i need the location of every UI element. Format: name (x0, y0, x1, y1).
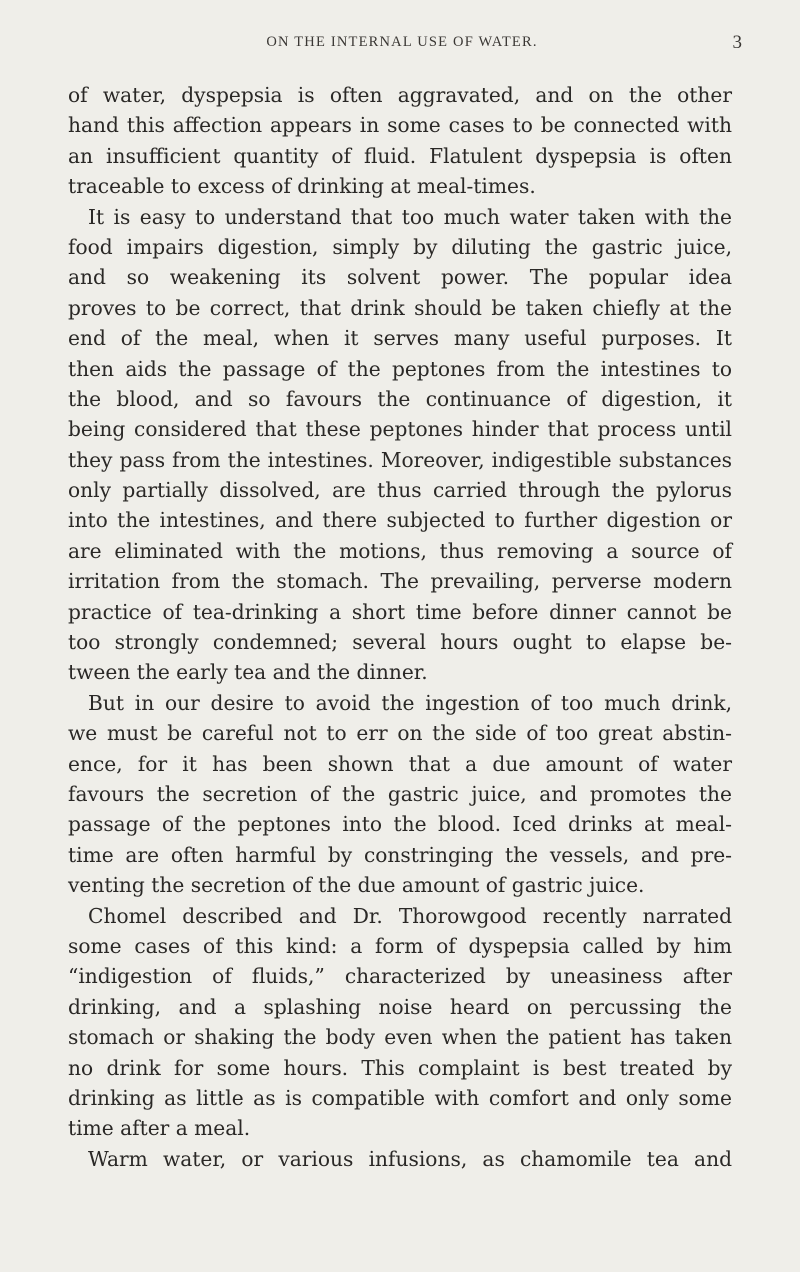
text-line: It is easy to understand that too much water taken with the (88, 204, 732, 229)
text-line: and so weakening its solvent power. The popular idea (68, 265, 732, 290)
text-line: tween the early tea and the dinner. (68, 660, 428, 685)
text-line: time are often harmful by constringing the vessels, and pre- (68, 842, 732, 867)
text-line: But in our desire to avoid the ingestion of too much drink, (88, 690, 732, 715)
text-line: into the intestines, and there subjected to further digestion or (68, 508, 732, 533)
text-line: ence, for it has been shown that a due amount of water (68, 751, 732, 776)
text-line: are eliminated with the motions, thus removing a source of (68, 538, 732, 563)
text-line: of water, dyspepsia is often aggravated, and on the other (68, 83, 732, 107)
text-line: too strongly condemned; several hours ought to elapse be- (68, 630, 732, 655)
text-line: Warm water, or various infusions, as chamomile tea and (88, 1146, 732, 1171)
text-line: an insufficient quantity of fluid. Flatulent dyspepsia is often (68, 143, 732, 168)
text-line: passage of the peptones into the blood. Iced drinks at meal- (68, 812, 732, 837)
text-line: end of the meal, when it serves many useful purposes. It (68, 326, 732, 351)
text-line: then aids the passage of the peptones from the intestines to (68, 356, 732, 381)
running-title: ON THE INTERNAL USE OF WATER. (266, 34, 538, 50)
text-line: “indigestion of fluids,” characterized by uneasiness after (68, 964, 732, 989)
text-line: hand this affection appears in some cases to be connected with (68, 113, 732, 138)
text-line: drinking as little as is compatible with comfort and only some (68, 1085, 732, 1110)
text-line: stomach or shaking the body even when the patient has taken (68, 1025, 732, 1050)
text-line: time after a meal. (68, 1116, 251, 1141)
text-line: venting the secretion of the due amount of gastric juice. (68, 873, 645, 898)
text-line: proves to be correct, that drink should be taken chiefly at the (68, 295, 732, 320)
text-line: they pass from the intestines. Moreover, indigestible substances (68, 447, 732, 472)
text-line: traceable to excess of drinking at meal-times. (68, 174, 536, 199)
text-line: food impairs digestion, simply by diluting the gastric juice, (68, 234, 732, 259)
text-line: practice of tea-drinking a short time before dinner cannot be (68, 599, 732, 624)
text-line: Chomel described and Dr. Thorowgood recently narrated (88, 903, 732, 928)
text-line: irritation from the stomach. The prevailing, perverse modern (68, 569, 732, 594)
body-text (68, 80, 732, 1174)
text-line: favours the secretion of the gastric juice, and promotes the (68, 781, 732, 806)
running-head (62, 34, 742, 54)
text-line: drinking, and a splashing noise heard on percussing the (68, 994, 732, 1019)
text-line: some cases of this kind: a form of dyspepsia called by him (68, 933, 732, 958)
text-line: only partially dissolved, are thus carried through the pylorus (68, 478, 732, 503)
text-line: we must be careful not to err on the side of too great abstin- (68, 721, 732, 746)
text-line: the blood, and so favours the continuance of digestion, it (68, 386, 732, 411)
text-line: being considered that these peptones hinder that process until (68, 417, 732, 442)
text-line: no drink for some hours. This complaint is best treated by (68, 1055, 732, 1080)
page-number: 3 (732, 32, 742, 53)
